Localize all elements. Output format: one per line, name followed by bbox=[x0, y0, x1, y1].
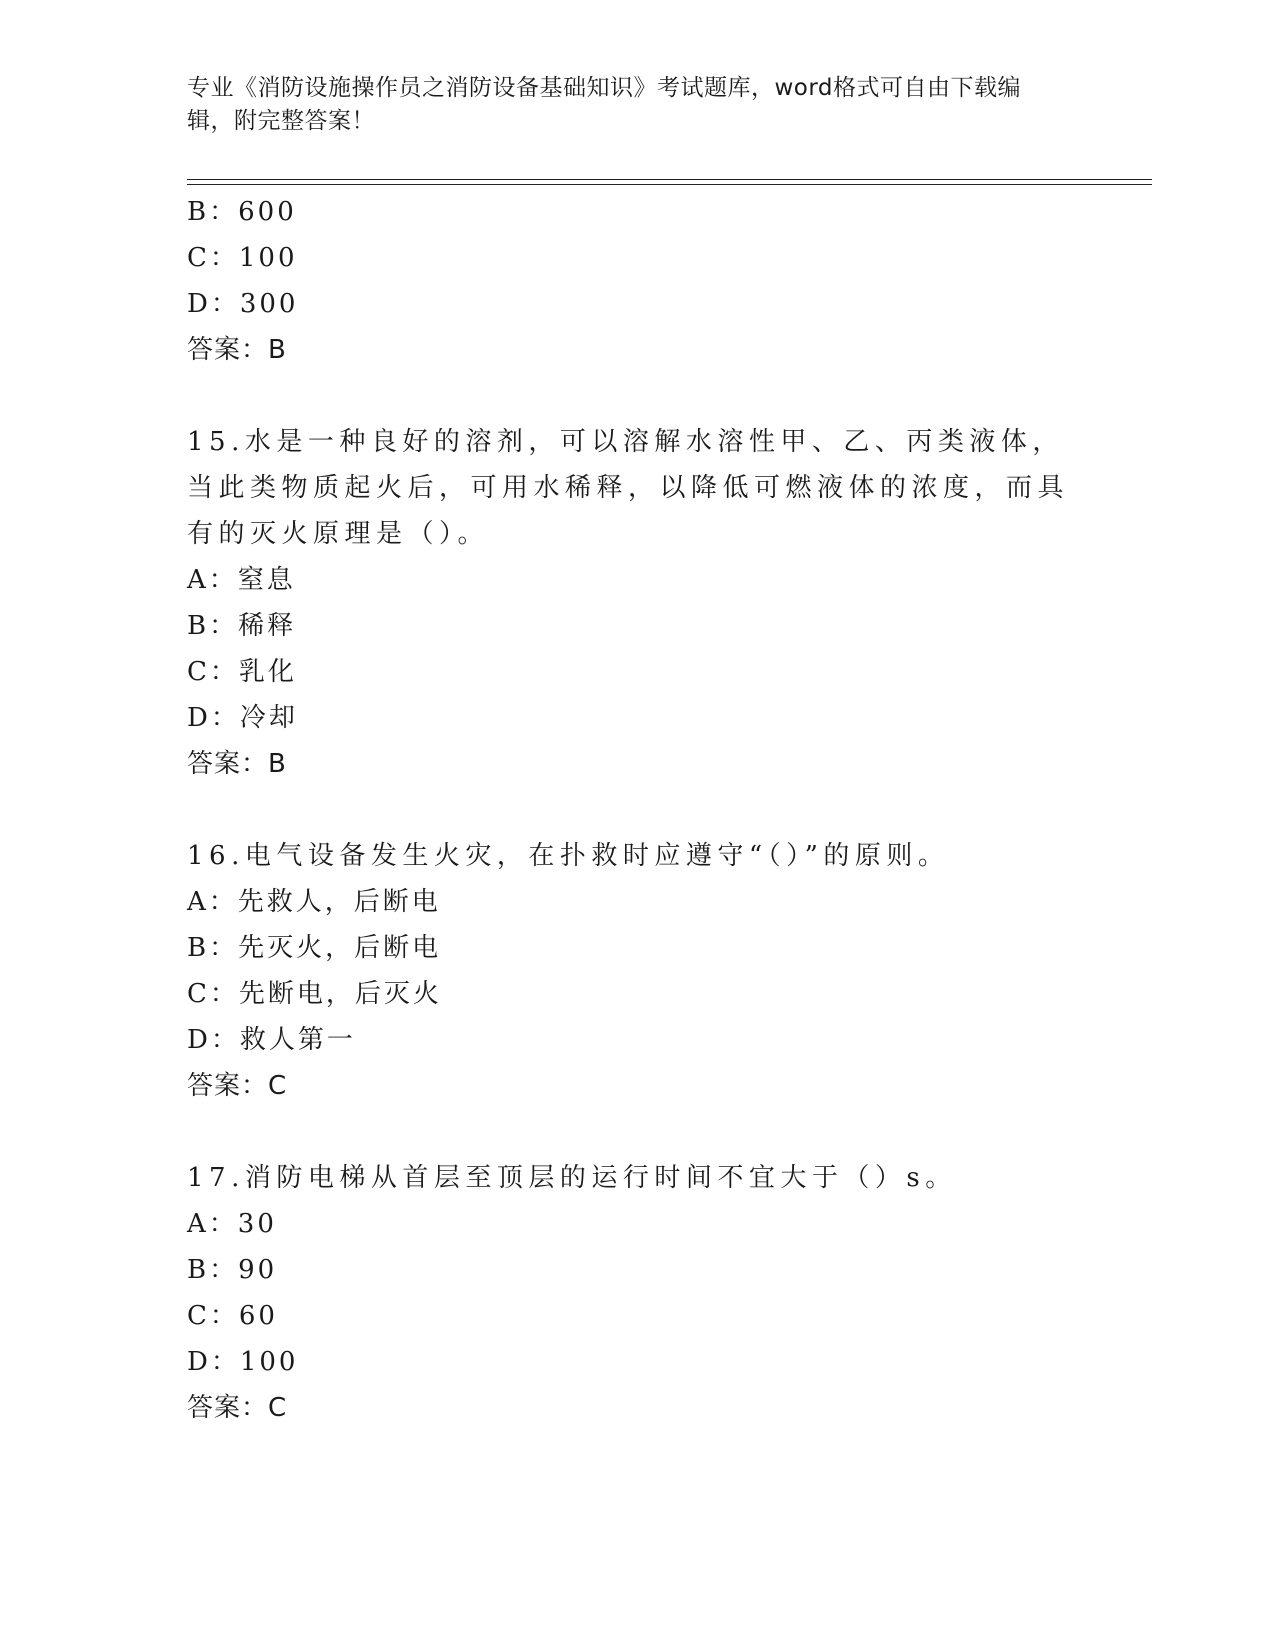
option-c: C：乳化 bbox=[187, 657, 297, 687]
option-a: A：30 bbox=[187, 1209, 277, 1239]
option-d: D：100 bbox=[187, 1347, 299, 1377]
answer-line: 答案：C bbox=[187, 1071, 288, 1101]
question-text: 17.消防电梯从首层至顶层的运行时间不宜大于（）s。 bbox=[187, 1163, 957, 1193]
option-c: C：先断电，后灭火 bbox=[187, 979, 442, 1009]
option-a: A：窒息 bbox=[187, 565, 296, 595]
option-b: B：先灭火，后断电 bbox=[187, 933, 442, 963]
option-a: A：先救人，后断电 bbox=[187, 887, 441, 917]
header-divider-top bbox=[187, 179, 1152, 180]
question-16 bbox=[187, 833, 1087, 1109]
option-c: C：60 bbox=[187, 1301, 278, 1331]
answer-line: 答案：B bbox=[187, 335, 287, 365]
option-b: B：90 bbox=[187, 1255, 278, 1285]
option-d: D：冷却 bbox=[187, 703, 298, 733]
option-c: C：100 bbox=[187, 243, 298, 273]
question-17 bbox=[187, 1155, 1087, 1431]
answer-line: 答案：B bbox=[187, 749, 287, 779]
question-15 bbox=[187, 419, 1087, 787]
question-text: 16.电气设备发生火灾，在扑救时应遵守“（）”的原则。 bbox=[187, 841, 950, 871]
option-b: B：600 bbox=[187, 197, 297, 227]
question-text: 15.水是一种良好的溶剂，可以溶解水溶性甲、乙、丙类液体，当此类物质起火后，可用水稀释，以降低可燃液体的浓度，而具有的灭火原理是（）。 bbox=[187, 427, 1070, 549]
document-header: 专业《消防设施操作员之消防设备基础知识》考试题库，word格式可自由下载编辑，附完整答案！ bbox=[187, 75, 1022, 134]
option-d: D：300 bbox=[187, 289, 299, 319]
continued-question bbox=[187, 189, 1087, 373]
option-d: D：救人第一 bbox=[187, 1025, 356, 1055]
option-b: B：稀释 bbox=[187, 611, 297, 641]
answer-line: 答案：C bbox=[187, 1393, 288, 1423]
header-divider-bottom bbox=[187, 184, 1152, 185]
question-list bbox=[187, 189, 1087, 1431]
